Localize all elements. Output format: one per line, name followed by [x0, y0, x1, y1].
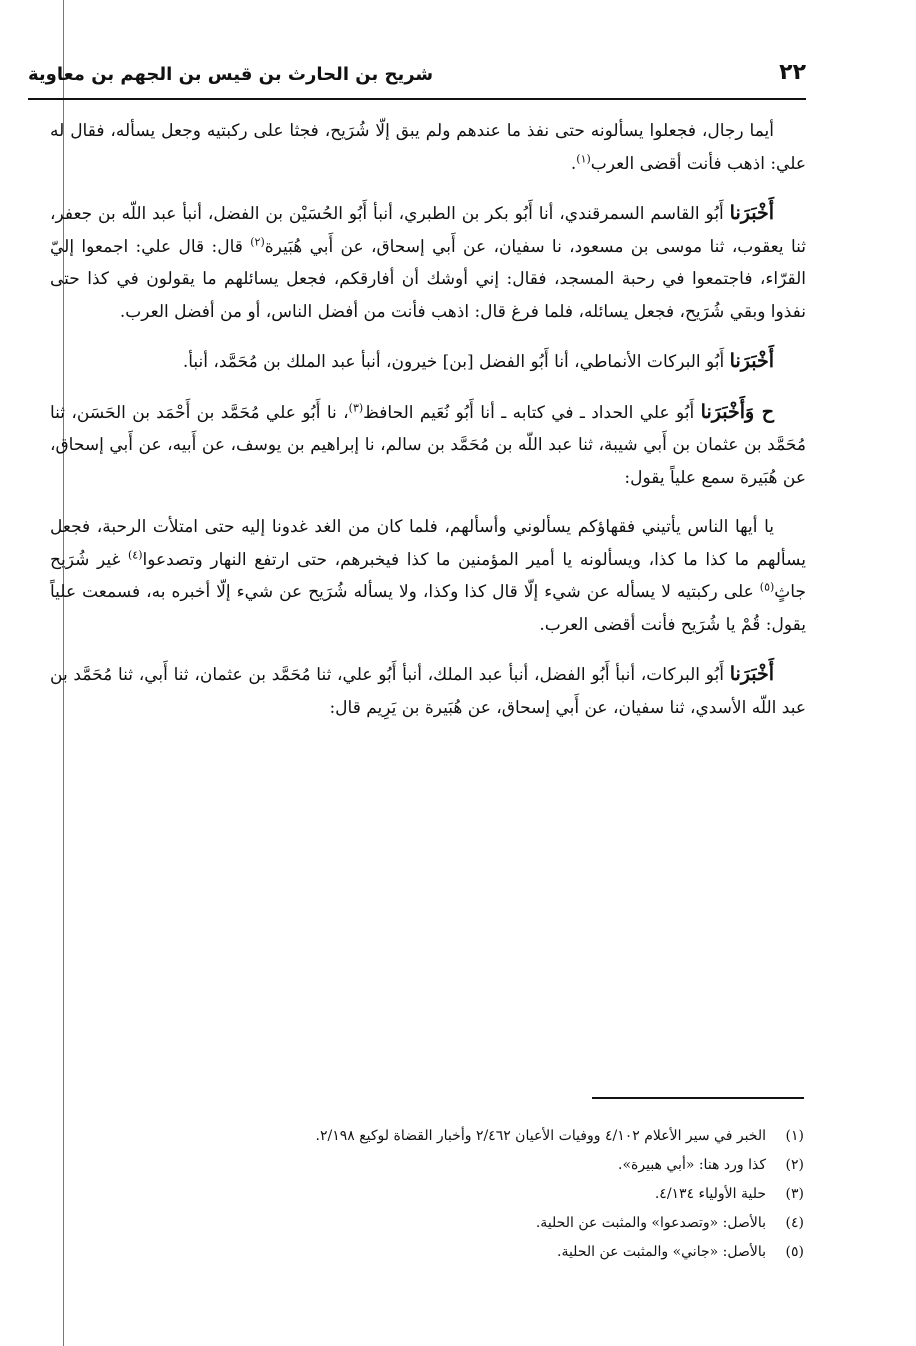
footnote-number: (١) — [785, 1128, 804, 1144]
isnad-lead: ح وَأَخْبَرَنا — [700, 400, 775, 423]
paragraph-text: أيما رجال، فجعلوا يسألونه حتى نفذ ما عندهم ولم يبق إلّا شُرَيح، فجثا على ركبتيه وجعل يسأله، فقال له علي: اذهب فأنت أقضى العرب — [50, 121, 806, 174]
paragraph — [50, 197, 806, 328]
paragraph-tail: ، نا أَبُو علي مُحَمَّد بن أَحْمَد بن الحَسَن، ثنا مُحَمَّد بن عثمان بن أَبي شيبة، ثنا عبد اللّه بن مُحَمَّد بن سالم، نا إبراهيم بن يوسف، عن أَبيه، عن أَبي إسحاق، عن هُبَيرة سمع علياً يقول: — [50, 402, 806, 488]
paragraph-tail: على ركبتيه لا يسأله عن شيء إلّا قال كذا وكذا، ولا يسأله شُرَيح عن شيء إلّا أخبره به، فسمعت علياً يقول: قُمْ يا شُرَيح فأنت أقضى العرب. — [50, 582, 806, 635]
footnote — [140, 1122, 804, 1151]
isnad-lead: أَخْبَرَنا — [729, 663, 775, 685]
footnote-separator — [592, 1097, 804, 1099]
running-title: شريح بن الحارث بن قيس بن الجهم بن معاوية — [28, 64, 434, 85]
paragraph-text: أَبُو البركات، أنبأ أَبُو الفضل، أنبأ عبد الملك، أنبأ أَبُو علي، ثنا مُحَمَّد بن عثمان، ثنا أَبي، ثنا مُحَمَّد بن عبد اللّه الأسدي، ثنا سفيان، عن أَبي إسحاق، عن هُبَيرة بن يَرِيم قال: — [50, 665, 806, 718]
footnotes — [140, 1122, 804, 1267]
footnote-ref: (١) — [576, 151, 591, 165]
footnote — [140, 1238, 804, 1267]
page-header — [28, 58, 806, 100]
footnote-number: (٣) — [785, 1186, 804, 1202]
paragraph-tail: غير شُرَيح جاثٍ — [50, 549, 806, 602]
footnote-text: حلية الأولياء ٤/١٣٤. — [654, 1186, 766, 1202]
footnote-text: الخبر في سير الأعلام ٤/١٠٢ ووفيات الأعيان ٢/٤٦٢ وأخبار القضاة لوكيع ٢/١٩٨. — [315, 1128, 766, 1144]
footnote-ref: (٢) — [250, 234, 265, 248]
footnote-ref: (٥) — [759, 580, 775, 594]
paragraph — [50, 396, 806, 495]
paragraph-tail: . — [570, 153, 577, 174]
paragraph — [50, 658, 806, 724]
footnote-ref: (٤) — [127, 547, 143, 561]
footnote-text: كذا ورد هنا: «أبي هبيرة». — [618, 1157, 766, 1173]
footnote — [140, 1209, 804, 1238]
footnote — [140, 1180, 804, 1209]
footnote — [140, 1151, 804, 1180]
isnad-lead: أَخْبَرَنا — [729, 350, 774, 372]
footnote-text: بالأصل: «جاني» والمثبت عن الحلية. — [557, 1244, 766, 1260]
footnote-ref: (٣) — [348, 400, 364, 414]
paragraph — [50, 511, 806, 641]
paragraph-text: يا أيها الناس يأتيني فقهاؤكم يسألوني وأسألهم، فلما كان من الغد غدونا إليه حتى امتلأت الرحبة، فجعل يسألهم ما كذا ما كذا، ويسألونه يا أمير المؤمنين ما كذا فيخبرهم، حتى ارتفع النهار وتصدعوا — [50, 517, 806, 570]
paragraph — [50, 115, 806, 180]
page-number: ٢٢ — [779, 60, 806, 85]
footnote-number: (٤) — [785, 1215, 804, 1231]
footnote-text: بالأصل: «وتصدعوا» والمثبت عن الحلية. — [535, 1215, 766, 1231]
isnad-lead: أَخْبَرَنا — [729, 202, 774, 224]
paragraph-text: أَبُو البركات الأنماطي، أنا أَبُو الفضل [بن] خيرون، أنبأ عبد الملك بن مُحَمَّد، أنبأ. — [182, 352, 725, 372]
footnote-number: (٢) — [785, 1157, 804, 1173]
footnote-number: (٥) — [785, 1244, 804, 1260]
main-text — [50, 115, 806, 741]
paragraph-tail: قال: قال علي: اجمعوا إليّ القرّاء، فاجتمعوا في رحبة المسجد، فقال: إني أوشك أن أفارقكم، فجعل يسائلهم ما يقولون في كذا حتى نفذوا وبقي شُرَيح، فجعل يسائله، فلما فرغ قال: اذهب فأنت من أفضل الناس، أو من أفضل العرب. — [50, 236, 806, 322]
paragraph-text: أَبُو علي الحداد ـ في كتابه ـ أنا أَبُو نُعَيم الحافظ — [363, 402, 695, 423]
paragraph-text: أَبُو القاسم السمرقندي، أنا أَبُو بكر بن الطبري، أنبأ أَبُو الحُسَيْن بن الفضل، أنبأ عبد اللّه بن جعفر، ثنا يعقوب، ثنا موسى بن مسعود، نا سفيان، عن أَبي إسحاق، عن أَبي هُبَيرة — [50, 204, 806, 257]
paragraph — [50, 345, 806, 379]
